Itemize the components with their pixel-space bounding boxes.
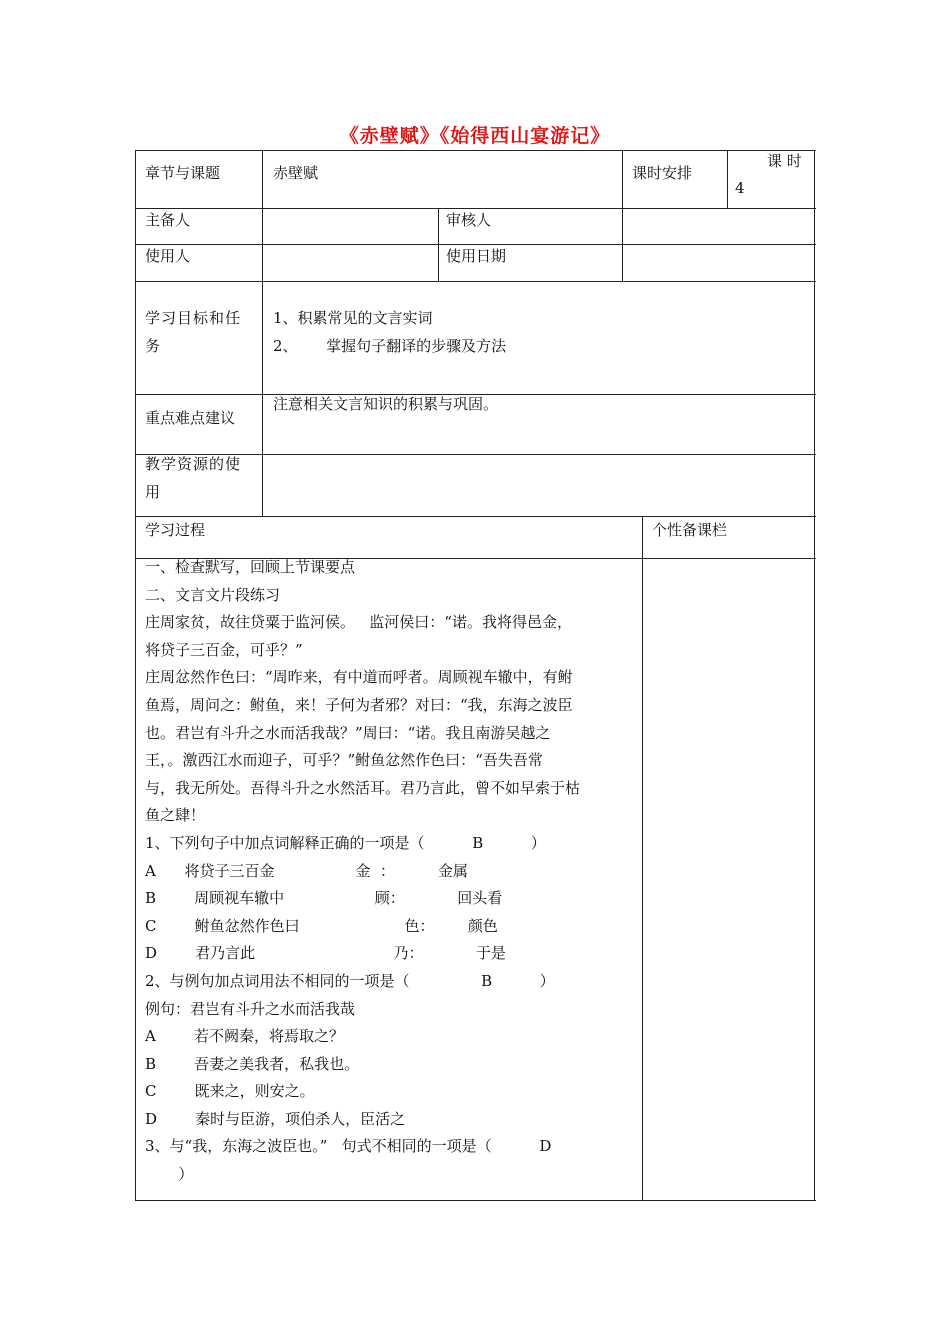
personal-notes-label: 个性备课栏 [652,521,728,539]
reviewer-label: 审核人 [446,211,492,229]
column-divider [622,150,623,281]
content-line: B 周顾视车辙中 顾： 回头看 [145,889,503,908]
lesson-content [145,554,640,1189]
resource-label-line1: 教学资源的使 [145,455,242,473]
content-line: C 鲋鱼忿然作色曰 色： 颜色 [145,916,498,935]
chapter-label: 章节与课题 [145,164,221,182]
content-line: ） [145,1165,194,1184]
schedule-label: 课时安排 [632,164,693,182]
table-border-left [135,150,136,1201]
column-divider [642,516,643,1201]
content-line: 庄周忿然作色曰：“周昨来，有中道而呼者。周顾视车辙中，有鲋 [145,668,573,687]
content-line: 例句：君岂有斗升之水而活我哉 [145,999,356,1018]
content-line: 也。君岂有斗升之水而活我哉？”周曰：“诺。我且南游吴越之 [145,723,551,742]
focus-label: 重点难点建议 [145,409,236,427]
schedule-value-unit: 课 时 [767,152,802,170]
content-line: 鱼焉，周问之：鲋鱼，来！子何为者邪？对曰：“我，东海之波臣 [145,695,573,714]
preparer-label: 主备人 [145,211,191,229]
column-divider [727,150,728,208]
schedule-value-count: 4 [735,179,745,197]
content-line: 庄周家贫，故往贷粟于监河侯。 监河侯曰：“诺。我将得邑金， [145,613,572,632]
goal-item-1: 1、积累常见的文言实词 [273,309,433,327]
content-line: B 吾妻之美我者，私我也。 [145,1054,360,1073]
content-line: C 既来之，则安之。 [145,1082,315,1101]
content-line: 2、与例句加点词用法不相同的一项是（ B ） [145,971,555,990]
content-line: D 君乃言此 乃： 于是 [145,944,506,963]
resource-label-line2: 用 [145,483,161,501]
content-line: D 秦时与臣游，项伯杀人，臣活之 [145,1109,406,1128]
content-line: 与，我无所处。吾得斗升之水然活耳。君乃言此，曾不如早索于枯 [145,778,581,797]
process-label: 学习过程 [145,521,206,539]
content-line: 王，。激西江水而迎子，可乎？”鲋鱼忿然作色曰：“吾失吾常 [145,751,543,770]
column-divider [262,150,263,516]
content-line: 鱼之肆！ [145,806,206,825]
content-line: A 将贷子三百金 金 ： 金属 [145,861,468,880]
content-line: 将贷子三百金，可乎？” [145,640,303,659]
row-divider [135,281,816,282]
goal-label-line1: 学习目标和任 [145,309,242,327]
table-border-right [814,150,815,1201]
content-line: 3、与“我，东海之波臣也。” 句式不相同的一项是（ D [145,1137,552,1156]
lesson-plan-table [135,150,816,1202]
date-label: 使用日期 [446,247,507,265]
focus-value: 注意相关文言知识的积累与巩固。 [273,395,499,413]
table-border-bottom [135,1200,816,1201]
table-border-top [135,150,816,151]
goal-label-line2: 务 [145,337,161,355]
content-line: 一、检查默写，回顾上节课要点 [145,558,356,576]
content-line: 二、文言文片段练习 [145,585,281,604]
document-title: 《赤壁赋》《始得西山宴游记》 [339,125,611,147]
column-divider [438,208,439,281]
content-line: A 若不阙秦，将焉取之？ [145,1027,344,1046]
content-line: 1、下列句子中加点词解释正确的一项是（ B ） [145,833,546,852]
chapter-value: 赤壁赋 [273,164,319,182]
goal-item-2: 2、 掌握句子翻译的步骤及方法 [273,337,507,355]
user-label: 使用人 [145,247,191,265]
